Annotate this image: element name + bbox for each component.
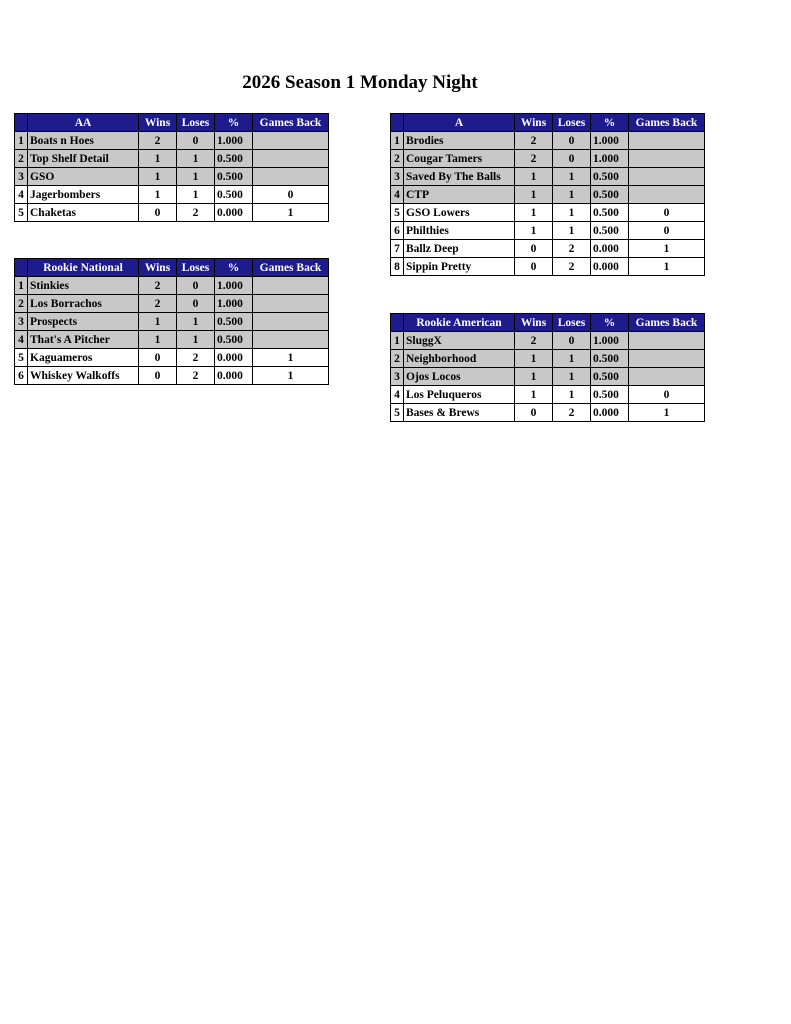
wins-cell: 2 (139, 277, 177, 295)
games-back-cell: 1 (253, 204, 329, 222)
rank-cell: 5 (391, 404, 404, 422)
loses-cell: 1 (177, 168, 215, 186)
games-back-cell: 0 (629, 204, 705, 222)
rank-cell: 8 (391, 258, 404, 276)
games-back-column-header: Games Back (253, 259, 329, 277)
rank-cell: 4 (15, 331, 28, 349)
rank-cell: 2 (15, 295, 28, 313)
team-name-cell: Ballz Deep (404, 240, 515, 258)
team-name-cell: Los Borrachos (28, 295, 139, 313)
team-name-cell: SluggX (404, 332, 515, 350)
wins-cell: 2 (515, 332, 553, 350)
wins-cell: 1 (139, 150, 177, 168)
team-name-cell: CTP (404, 186, 515, 204)
loses-column-header: Loses (553, 314, 591, 332)
team-name-cell: Cougar Tamers (404, 150, 515, 168)
team-name-cell: Sippin Pretty (404, 258, 515, 276)
loses-cell: 0 (177, 132, 215, 150)
pct-cell: 0.000 (215, 367, 253, 385)
a-standings-table (390, 113, 705, 276)
pct-cell: 0.500 (215, 186, 253, 204)
loses-cell: 2 (553, 240, 591, 258)
pct-cell: 0.500 (215, 331, 253, 349)
games-back-cell (253, 295, 329, 313)
games-back-cell (629, 368, 705, 386)
loses-cell: 1 (177, 331, 215, 349)
table-row (15, 204, 329, 222)
wins-cell: 1 (515, 350, 553, 368)
table-row (391, 386, 705, 404)
rank-cell: 3 (15, 313, 28, 331)
rank-cell: 3 (391, 368, 404, 386)
division-name-header: Rookie American (404, 314, 515, 332)
pct-cell: 0.500 (591, 368, 629, 386)
wins-cell: 2 (139, 295, 177, 313)
wins-cell: 1 (515, 186, 553, 204)
rank-cell: 3 (391, 168, 404, 186)
team-name-cell: Jagerbombers (28, 186, 139, 204)
rank-cell: 4 (391, 386, 404, 404)
rank-column-header (15, 259, 28, 277)
loses-cell: 0 (553, 132, 591, 150)
loses-cell: 2 (553, 258, 591, 276)
wins-column-header: Wins (139, 114, 177, 132)
rank-column-header (15, 114, 28, 132)
games-back-cell (253, 331, 329, 349)
games-back-cell (253, 277, 329, 295)
rank-cell: 1 (15, 277, 28, 295)
rookie-american-standings-table (390, 313, 705, 422)
loses-cell: 0 (553, 332, 591, 350)
games-back-cell (629, 332, 705, 350)
rank-cell: 1 (391, 132, 404, 150)
table-row (391, 168, 705, 186)
table-row (391, 404, 705, 422)
loses-cell: 2 (177, 367, 215, 385)
wins-cell: 0 (139, 204, 177, 222)
team-name-cell: Kaguameros (28, 349, 139, 367)
table-row (15, 277, 329, 295)
wins-cell: 1 (139, 331, 177, 349)
pct-cell: 0.000 (215, 204, 253, 222)
table-row (15, 168, 329, 186)
table-header-row (391, 114, 705, 132)
table-row (391, 240, 705, 258)
loses-cell: 2 (177, 349, 215, 367)
games-back-cell: 0 (629, 386, 705, 404)
wins-cell: 2 (515, 132, 553, 150)
rank-cell: 1 (391, 332, 404, 350)
games-back-cell (253, 150, 329, 168)
wins-cell: 1 (139, 186, 177, 204)
pct-cell: 0.000 (591, 258, 629, 276)
loses-cell: 0 (177, 277, 215, 295)
table-row (15, 132, 329, 150)
team-name-cell: Prospects (28, 313, 139, 331)
table-row (15, 331, 329, 349)
table-header-row (15, 114, 329, 132)
pct-cell: 1.000 (591, 150, 629, 168)
wins-cell: 0 (515, 404, 553, 422)
loses-column-header: Loses (177, 114, 215, 132)
wins-cell: 1 (515, 168, 553, 186)
pct-cell: 0.500 (215, 313, 253, 331)
games-back-cell: 0 (629, 222, 705, 240)
table-row (391, 350, 705, 368)
wins-cell: 0 (139, 367, 177, 385)
pct-cell: 1.000 (591, 132, 629, 150)
loses-cell: 1 (177, 313, 215, 331)
rank-cell: 6 (15, 367, 28, 385)
team-name-cell: Saved By The Balls (404, 168, 515, 186)
table-row (391, 332, 705, 350)
wins-column-header: Wins (515, 314, 553, 332)
pct-column-header: % (591, 114, 629, 132)
team-name-cell: Bases & Brews (404, 404, 515, 422)
wins-column-header: Wins (515, 114, 553, 132)
pct-column-header: % (591, 314, 629, 332)
loses-cell: 1 (553, 168, 591, 186)
wins-cell: 1 (515, 368, 553, 386)
team-name-cell: Whiskey Walkoffs (28, 367, 139, 385)
table-row (15, 349, 329, 367)
loses-cell: 1 (553, 368, 591, 386)
games-back-column-header: Games Back (629, 114, 705, 132)
rookie-national-standings-table (14, 258, 329, 385)
rank-cell: 1 (15, 132, 28, 150)
wins-cell: 0 (515, 240, 553, 258)
loses-cell: 1 (553, 204, 591, 222)
games-back-cell (253, 313, 329, 331)
rank-column-header (391, 114, 404, 132)
games-back-cell (629, 132, 705, 150)
loses-cell: 2 (553, 404, 591, 422)
loses-cell: 1 (553, 222, 591, 240)
loses-column-header: Loses (553, 114, 591, 132)
rank-column-header (391, 314, 404, 332)
wins-cell: 1 (515, 386, 553, 404)
table-row (15, 186, 329, 204)
pct-cell: 1.000 (215, 295, 253, 313)
wins-column-header: Wins (139, 259, 177, 277)
games-back-cell (629, 168, 705, 186)
games-back-cell: 1 (629, 258, 705, 276)
rank-cell: 2 (15, 150, 28, 168)
pct-cell: 1.000 (591, 332, 629, 350)
division-name-header: Rookie National (28, 259, 139, 277)
pct-cell: 0.500 (591, 350, 629, 368)
wins-cell: 1 (515, 204, 553, 222)
team-name-cell: Stinkies (28, 277, 139, 295)
pct-cell: 0.500 (591, 386, 629, 404)
wins-cell: 1 (139, 168, 177, 186)
games-back-cell: 1 (629, 404, 705, 422)
team-name-cell: GSO Lowers (404, 204, 515, 222)
loses-cell: 0 (553, 150, 591, 168)
loses-cell: 1 (553, 186, 591, 204)
loses-cell: 1 (553, 386, 591, 404)
pct-cell: 0.000 (591, 240, 629, 258)
table-row (15, 150, 329, 168)
games-back-cell: 0 (253, 186, 329, 204)
rank-cell: 3 (15, 168, 28, 186)
wins-cell: 1 (139, 313, 177, 331)
loses-cell: 1 (553, 350, 591, 368)
pct-cell: 0.500 (591, 204, 629, 222)
table-row (391, 204, 705, 222)
table-row (15, 295, 329, 313)
games-back-cell (253, 168, 329, 186)
wins-cell: 2 (139, 132, 177, 150)
table-header-row (15, 259, 329, 277)
table-row (391, 186, 705, 204)
wins-cell: 0 (515, 258, 553, 276)
aa-standings-table (14, 113, 329, 222)
pct-cell: 0.500 (591, 186, 629, 204)
wins-cell: 1 (515, 222, 553, 240)
loses-cell: 1 (177, 150, 215, 168)
page-title: 2026 Season 1 Monday Night (242, 72, 478, 93)
rank-cell: 5 (391, 204, 404, 222)
team-name-cell: Neighborhood (404, 350, 515, 368)
table-row (391, 150, 705, 168)
pct-column-header: % (215, 114, 253, 132)
games-back-column-header: Games Back (629, 314, 705, 332)
pct-cell: 1.000 (215, 132, 253, 150)
pct-cell: 0.500 (591, 222, 629, 240)
rank-cell: 2 (391, 350, 404, 368)
games-back-column-header: Games Back (253, 114, 329, 132)
table-row (391, 368, 705, 386)
table-row (15, 313, 329, 331)
team-name-cell: Brodies (404, 132, 515, 150)
wins-cell: 0 (139, 349, 177, 367)
team-name-cell: Ojos Locos (404, 368, 515, 386)
team-name-cell: That's A Pitcher (28, 331, 139, 349)
pct-cell: 1.000 (215, 277, 253, 295)
table-row (15, 367, 329, 385)
rank-cell: 4 (15, 186, 28, 204)
rank-cell: 7 (391, 240, 404, 258)
division-name-header: AA (28, 114, 139, 132)
rank-cell: 4 (391, 186, 404, 204)
rank-cell: 5 (15, 349, 28, 367)
pct-column-header: % (215, 259, 253, 277)
table-row (391, 132, 705, 150)
table-header-row (391, 314, 705, 332)
games-back-cell: 1 (253, 349, 329, 367)
table-row (391, 258, 705, 276)
pct-cell: 0.000 (591, 404, 629, 422)
wins-cell: 2 (515, 150, 553, 168)
rank-cell: 2 (391, 150, 404, 168)
team-name-cell: Chaketas (28, 204, 139, 222)
games-back-cell (629, 150, 705, 168)
games-back-cell (629, 186, 705, 204)
pct-cell: 0.500 (215, 150, 253, 168)
rank-cell: 5 (15, 204, 28, 222)
team-name-cell: GSO (28, 168, 139, 186)
pct-cell: 0.000 (215, 349, 253, 367)
division-name-header: A (404, 114, 515, 132)
loses-cell: 2 (177, 204, 215, 222)
loses-column-header: Loses (177, 259, 215, 277)
table-row (391, 222, 705, 240)
team-name-cell: Top Shelf Detail (28, 150, 139, 168)
loses-cell: 1 (177, 186, 215, 204)
pct-cell: 0.500 (215, 168, 253, 186)
games-back-cell (253, 132, 329, 150)
rank-cell: 6 (391, 222, 404, 240)
team-name-cell: Boats n Hoes (28, 132, 139, 150)
team-name-cell: Philthies (404, 222, 515, 240)
games-back-cell: 1 (629, 240, 705, 258)
games-back-cell (629, 350, 705, 368)
loses-cell: 0 (177, 295, 215, 313)
team-name-cell: Los Peluqueros (404, 386, 515, 404)
pct-cell: 0.500 (591, 168, 629, 186)
games-back-cell: 1 (253, 367, 329, 385)
